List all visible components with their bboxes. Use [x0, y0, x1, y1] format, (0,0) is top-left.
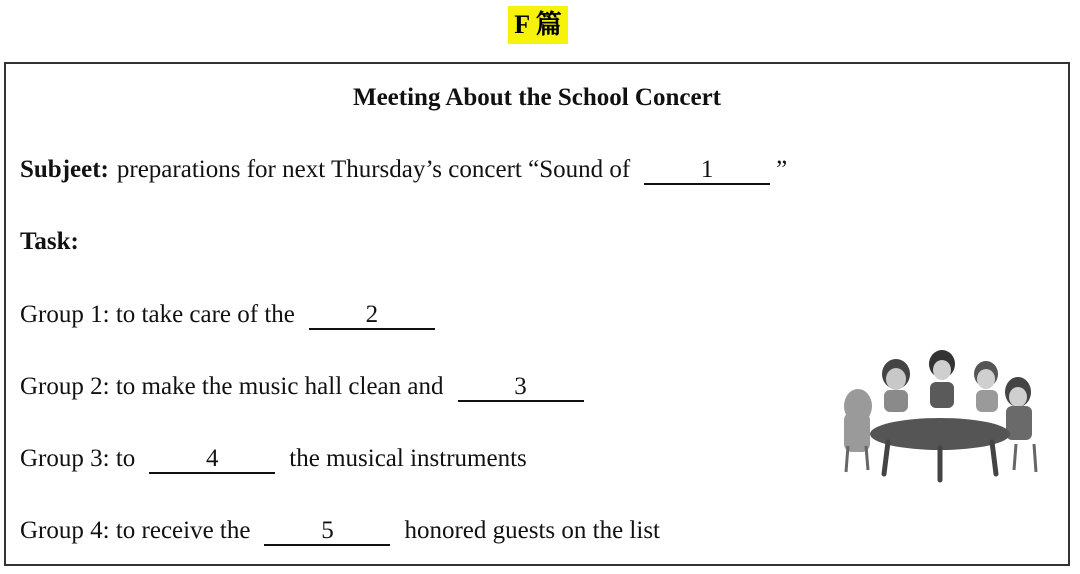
group-line-3 — [20, 445, 527, 474]
blank-2: 2 — [309, 302, 435, 330]
group-line-1 — [20, 301, 449, 330]
group-line-4 — [20, 517, 660, 546]
section-label: F 篇 — [508, 6, 568, 44]
blank-4: 4 — [149, 446, 275, 474]
group-3-text: Group 3: to — [20, 445, 136, 472]
subject-text: preparations for next Thursday’s concert “Sound of — [116, 156, 631, 183]
subject-line — [20, 156, 787, 185]
group-line-2 — [20, 373, 598, 402]
subject-close-quote: ” — [776, 156, 788, 183]
worksheet-title: Meeting About the School Concert — [352, 84, 722, 111]
group-2-text: Group 2: to make the music hall clean and — [20, 373, 444, 400]
group-1-text: Group 1: to take care of the — [20, 301, 295, 328]
blank-5: 5 — [264, 518, 390, 546]
worksheet-panel — [4, 62, 1070, 566]
group-4-after-text: honored guests on the list — [404, 517, 660, 544]
meeting-illustration — [836, 334, 1046, 484]
group-4-text: Group 4: to receive the — [20, 517, 251, 544]
task-label: Task: — [20, 228, 79, 255]
blank-3: 3 — [458, 374, 584, 402]
blank-1: 1 — [644, 157, 770, 185]
group-3-after-text: the musical instruments — [289, 445, 527, 472]
subject-label: Subjeet: — [20, 156, 109, 183]
